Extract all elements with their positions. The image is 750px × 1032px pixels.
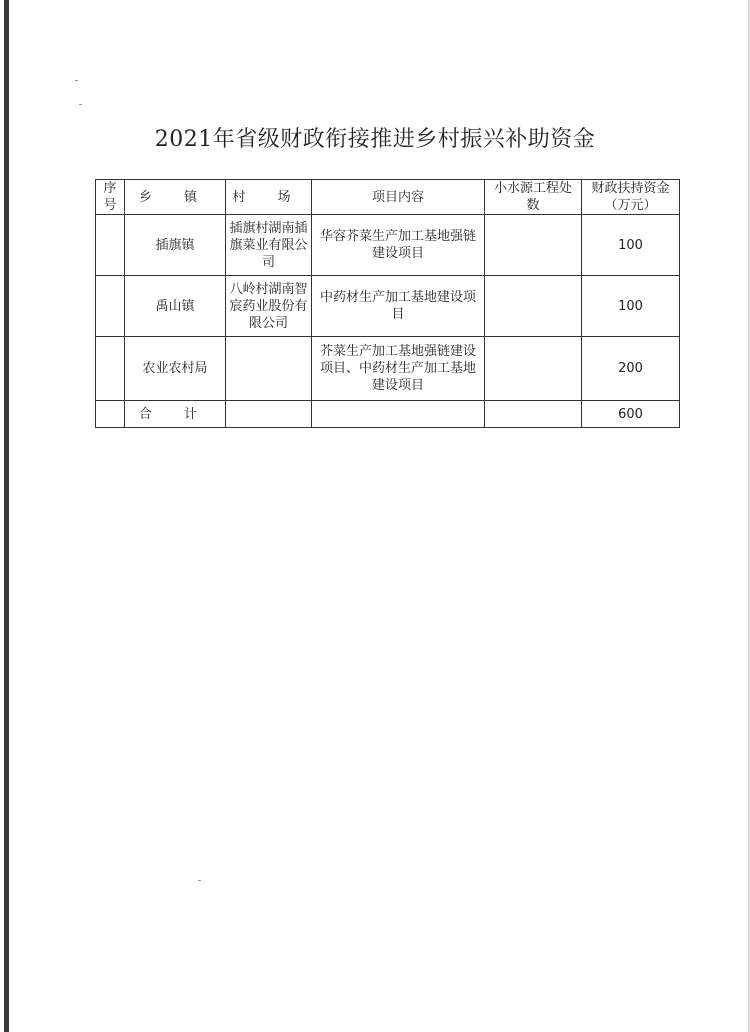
header-content: 项目内容 xyxy=(312,180,485,215)
cell-town: 禹山镇 xyxy=(125,276,226,337)
total-no-cell xyxy=(96,401,125,428)
cell-content: 中药材生产加工基地建设项目 xyxy=(312,276,485,337)
cell-content: 芥菜生产加工基地强链建设项目、中药材生产加工基地建设项目 xyxy=(312,337,485,401)
document-title: 2021年省级财政衔接推进乡村振兴补助资金 xyxy=(154,127,596,152)
scan-speck xyxy=(198,880,201,881)
cell-village: 插旗村湖南插旗菜业有限公司 xyxy=(226,215,312,276)
cell-water xyxy=(485,276,582,337)
scan-left-edge xyxy=(4,0,9,1032)
table-header-row xyxy=(96,180,680,215)
header-no: 序号 xyxy=(96,180,125,215)
header-town: 乡 镇 xyxy=(125,180,226,215)
cell-village xyxy=(226,337,312,401)
cell-no xyxy=(96,215,125,276)
scan-speck xyxy=(79,104,82,105)
cell-fund: 100 xyxy=(582,215,680,276)
header-water: 小水源工程处数 xyxy=(485,180,582,215)
cell-fund: 100 xyxy=(582,276,680,337)
cell-water xyxy=(485,337,582,401)
cell-no xyxy=(96,276,125,337)
header-village: 村 场 xyxy=(226,180,312,215)
cell-no xyxy=(96,337,125,401)
cell-water xyxy=(485,215,582,276)
cell-content: 华容芥菜生产加工基地强链建设项目 xyxy=(312,215,485,276)
cell-village: 八岭村湖南智宸药业股份有限公司 xyxy=(226,276,312,337)
scan-speck xyxy=(75,80,78,81)
table-row xyxy=(96,337,680,401)
table-total-row xyxy=(96,401,680,428)
total-content xyxy=(312,401,485,428)
cell-town: 插旗镇 xyxy=(125,215,226,276)
table-row xyxy=(96,276,680,337)
funding-table xyxy=(95,179,680,428)
table-row xyxy=(96,215,680,276)
total-fund: 600 xyxy=(582,401,680,428)
cell-fund: 200 xyxy=(582,337,680,401)
header-fund: 财政扶持资金（万元） xyxy=(582,180,680,215)
total-village xyxy=(226,401,312,428)
total-label: 合 计 xyxy=(125,401,226,428)
cell-town: 农业农村局 xyxy=(125,337,226,401)
total-water xyxy=(485,401,582,428)
